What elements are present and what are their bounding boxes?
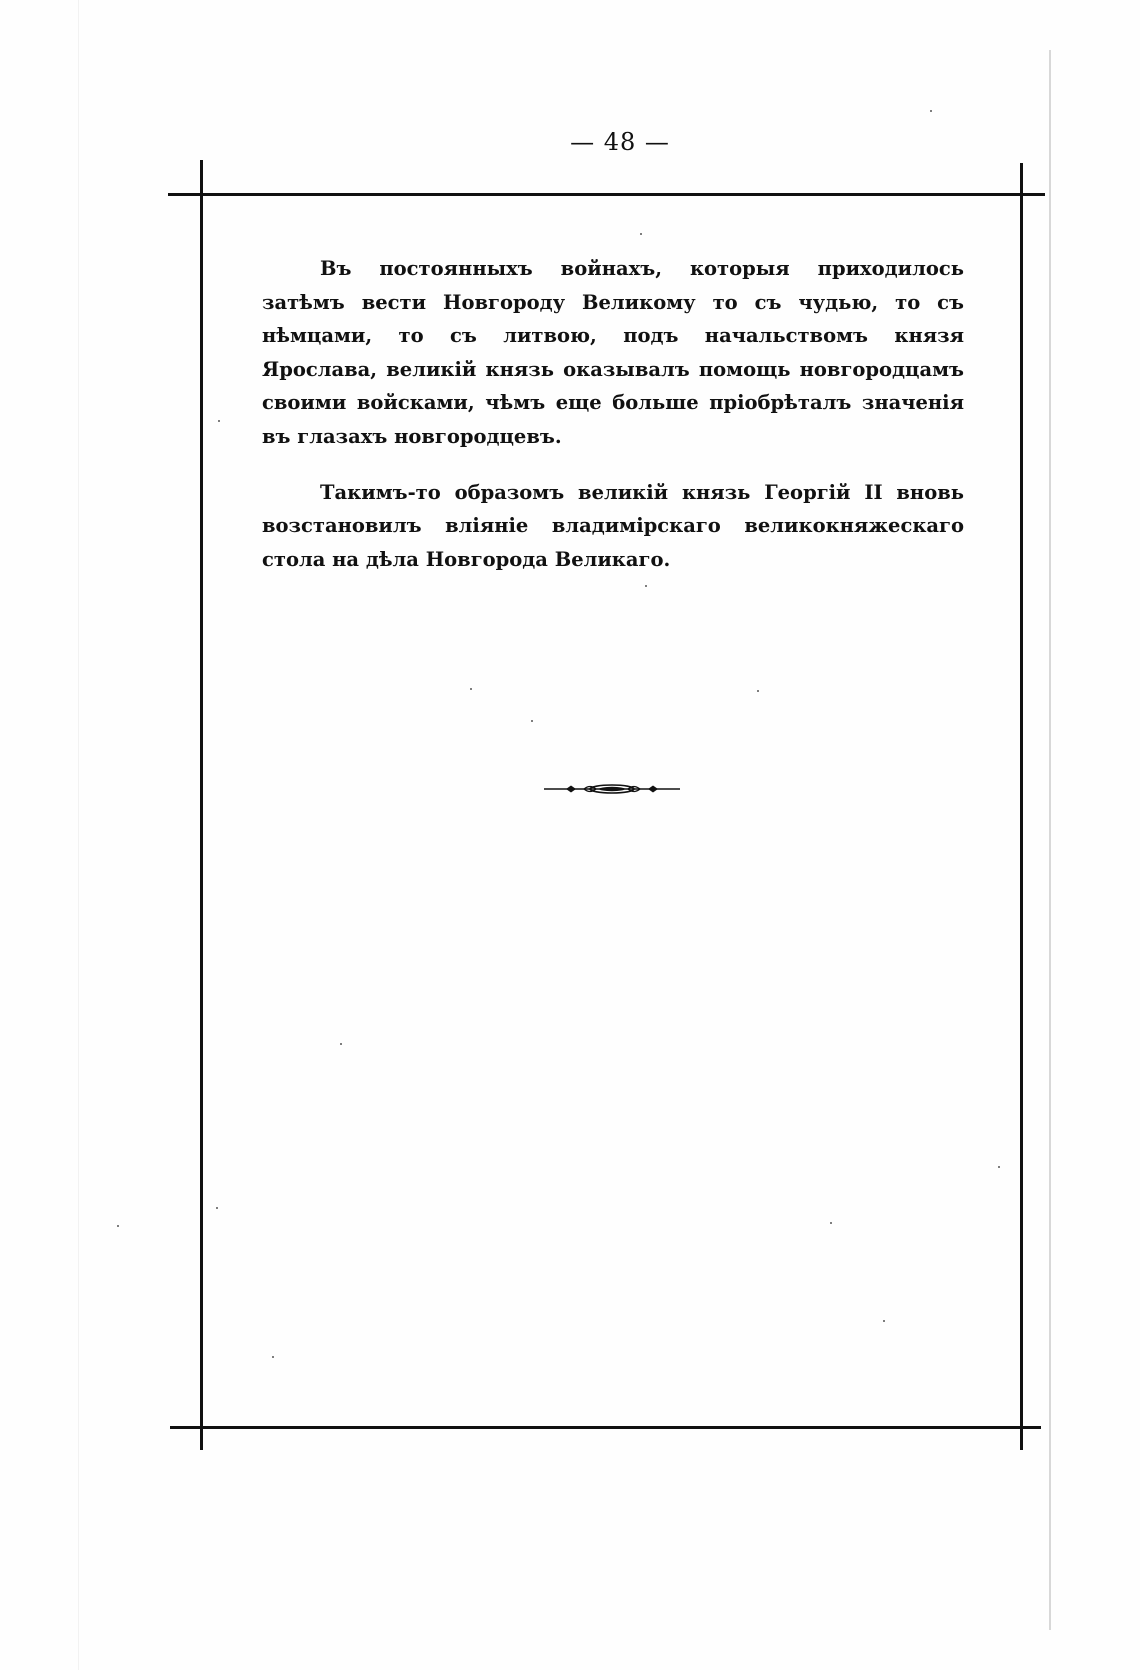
scan-speck (470, 688, 472, 690)
scan-speck (645, 585, 647, 587)
scan-speck (883, 1320, 885, 1322)
scan-speck (998, 1166, 1000, 1168)
frame-top-rule (168, 193, 1045, 196)
scan-speck (272, 1356, 274, 1358)
page-number: — 48 — (570, 128, 670, 156)
body-text (262, 252, 964, 598)
scan-speck (830, 1222, 832, 1224)
frame-left-rule (200, 160, 203, 1450)
scan-speck (640, 233, 642, 235)
scan-speck (930, 110, 932, 112)
frame-right-rule (1020, 163, 1023, 1450)
scan-edge-left (78, 0, 79, 1670)
scan-speck (218, 420, 220, 422)
paragraph-2: Такимъ-то образомъ великій князь Георгій II вновь возстановилъ вліяніе владимірскаго великокняжескаго стола на дѣла Новгорода Великаго. (262, 480, 964, 571)
scan-speck (216, 1207, 218, 1209)
scan-speck (531, 720, 533, 722)
paragraph-1: Въ постоянныхъ войнахъ, которыя приходилось затѣмъ вести Новгороду Великому то съ чудью, то съ нѣмцами, то съ литвою, подъ начальствомъ князя Ярослава, великій князь оказывалъ помощь новгородцамъ своими войсками, чѣмъ еще больше пріобрѣталъ значенія въ глазахъ новгородцевъ. (262, 257, 964, 448)
scan-speck (117, 1225, 119, 1227)
scan-speck (340, 1043, 342, 1045)
scan-speck (757, 690, 759, 692)
decorative-divider-icon (544, 781, 680, 797)
frame-bottom-rule (170, 1426, 1041, 1429)
scan-edge-right (1049, 50, 1051, 1630)
